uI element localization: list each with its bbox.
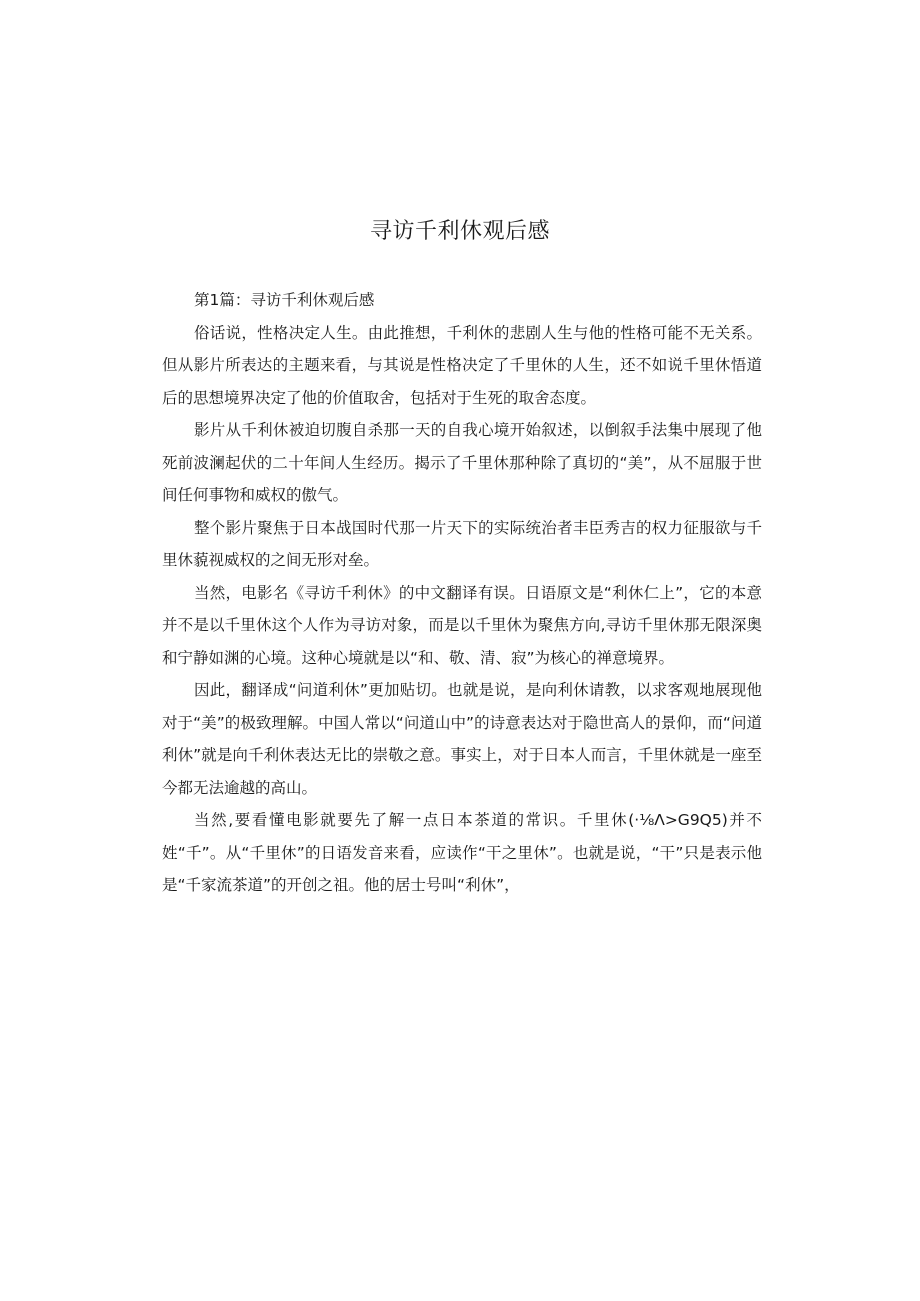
paragraph: 俗话说，性格决定人生。由此推想，千利休的悲剧人生与他的性格可能不无关系。但从影片所表达的主题来看，与其说是性格决定了千里休的人生，还不如说千里休悟道后的思想境界决定了他的价值取舍，包括对于生死的取舍态度。 xyxy=(162,323,762,407)
paragraph: 因此，翻译成“问道利休”更加贴切。也就是说，是向利休请教，以求客观地展现他对于“美”的极致理解。中国人常以“问道山中”的诗意表达对于隐世高人的景仰，而“问道利休”就是向千利休表达无比的崇敬之意。事实上，对于日本人而言，千里休就是一座至今都无法逾越的高山。 xyxy=(162,681,762,797)
document-title: 寻访千利休观后感 xyxy=(369,219,550,244)
section-heading: 第1篇：寻访千利休观后感 xyxy=(194,291,375,309)
paragraph: 当然,要看懂电影就要先了解一点日本茶道的常识。千里休(·⅛Λ>G9Q5)并不姓“千”。从“千里休”的日语发音来看，应读作“干之里休”。也就是说，“干”只是表示他是“千家流茶道”的开创之祖。他的居士号叫“利休”， xyxy=(162,811,762,894)
paragraph: 影片从千利休被迫切腹自杀那一天的自我心境开始叙述，以倒叙手法集中展现了他死前波澜起伏的二十年间人生经历。揭示了千里休那种除了真切的“美”，从不屈服于世间任何事物和威权的傲气。 xyxy=(162,421,762,504)
paragraph: 整个影片聚焦于日本战国时代那一片天下的实际统治者丰臣秀吉的权力征服欲与千里休藐视威权的之间无形对垒。 xyxy=(162,518,762,569)
paragraph: 当然，电影名《寻访千利休》的中文翻译有误。日语原文是“利休仁上”，它的本意并不是以千里休这个人作为寻访对象，而是以千里休为聚焦方向,寻访千里休那无限深奥和宁静如渊的心境。这种心境就是以“和、敬、清、寂”为核心的禅意境界。 xyxy=(162,583,762,667)
document-body xyxy=(162,284,762,902)
